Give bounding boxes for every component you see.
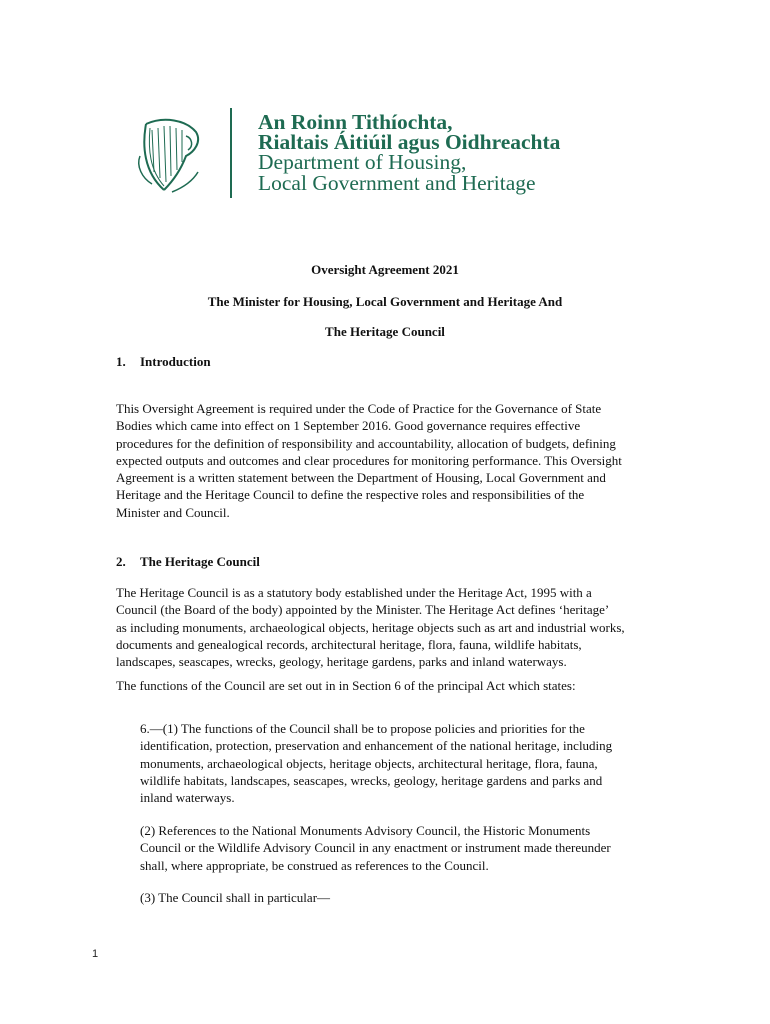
text-line: Heritage and the Heritage Council to define the respective roles and responsibilities of the	[116, 487, 585, 503]
department-name-english-line2: Local Government and Heritage	[258, 171, 536, 195]
text-line: (2) References to the National Monuments Advisory Council, the Historic Monuments	[140, 823, 591, 838]
text-line: landscapes, seascapes, wrecks, geology, heritage gardens, parks and inland waterways.	[116, 654, 567, 670]
functions-intro: The functions of the Council are set out in in Section 6 of the principal Act which states:	[116, 678, 576, 693]
text-line: (3) The Council shall in particular—	[140, 890, 331, 905]
section-number: 2.	[116, 554, 126, 569]
document-subtitle-party: The Heritage Council	[325, 324, 445, 339]
document-title: Oversight Agreement 2021	[311, 262, 459, 277]
text-line: identification, protection, preservation and enhancement of the national heritage, including	[140, 738, 613, 754]
heritage-council-paragraph	[116, 584, 676, 670]
text-line: Council (the Board of the body) appointed by the Minister. The Heritage Act defines ‘heritage’	[116, 602, 610, 618]
section-title: The Heritage Council	[140, 554, 260, 569]
text-line: This Oversight Agreement is required under the Code of Practice for the Governance of State	[116, 401, 602, 416]
text-line: documents and genealogical records, architectural heritage, flora, fauna, wildlife habitats,	[116, 636, 582, 652]
text-line: inland waterways.	[140, 790, 235, 806]
section-heading-introduction	[116, 354, 211, 370]
section-number: 1.	[116, 354, 126, 369]
text-line: expected outputs and outcomes and clear procedures for monitoring performance. This Oversight	[116, 452, 622, 468]
text-line: wildlife habitats, landscapes, seascapes, wrecks, geology, heritage gardens and parks and	[140, 772, 603, 788]
text-line: Minister and Council.	[116, 504, 230, 520]
text-line: Agreement is a written statement between the Department of Housing, Local Government and	[116, 470, 606, 486]
page-number: 1	[92, 948, 99, 960]
text-line: monuments, archaeological objects, heritage objects, architectural heritage, flora, fauna,	[140, 755, 598, 771]
text-line: Bodies which came into effect on 1 September 2016. Good governance requires effective	[116, 418, 581, 434]
text-line: 6.—(1) The functions of the Council shall be to propose policies and priorities for the	[140, 721, 585, 736]
text-line: as including monuments, archaeological objects, heritage objects such as art and industrial works,	[116, 619, 625, 635]
department-name-irish-line1: An Roinn Tithíochta,	[258, 110, 453, 134]
section-heading-heritage-council	[116, 554, 260, 570]
department-name-english-line1: Department of Housing,	[258, 150, 467, 174]
text-line: procedures for the definition of responsibility and accountability, allocation of budgets, defining	[116, 435, 616, 451]
quoted-subsection-3	[140, 889, 680, 906]
text-line: The Heritage Council is as a statutory body established under the Heritage Act, 1995 with a	[116, 585, 592, 600]
quoted-subsection-2	[140, 822, 680, 874]
section-title: Introduction	[140, 354, 211, 369]
text-line: shall, where appropriate, be construed as references to the Council.	[140, 857, 489, 873]
text-line: Council or the Wildlife Advisory Council in any enactment or instrument made thereunder	[140, 840, 611, 856]
document-subtitle: The Minister for Housing, Local Government and Heritage And	[207, 294, 563, 309]
letterhead-divider	[230, 108, 232, 198]
quoted-subsection-1	[140, 720, 680, 806]
department-name-irish-line2: Rialtais Áitiúil agus Oidhreachta	[258, 130, 561, 154]
introduction-paragraph	[116, 400, 676, 521]
harp-icon	[136, 116, 206, 194]
